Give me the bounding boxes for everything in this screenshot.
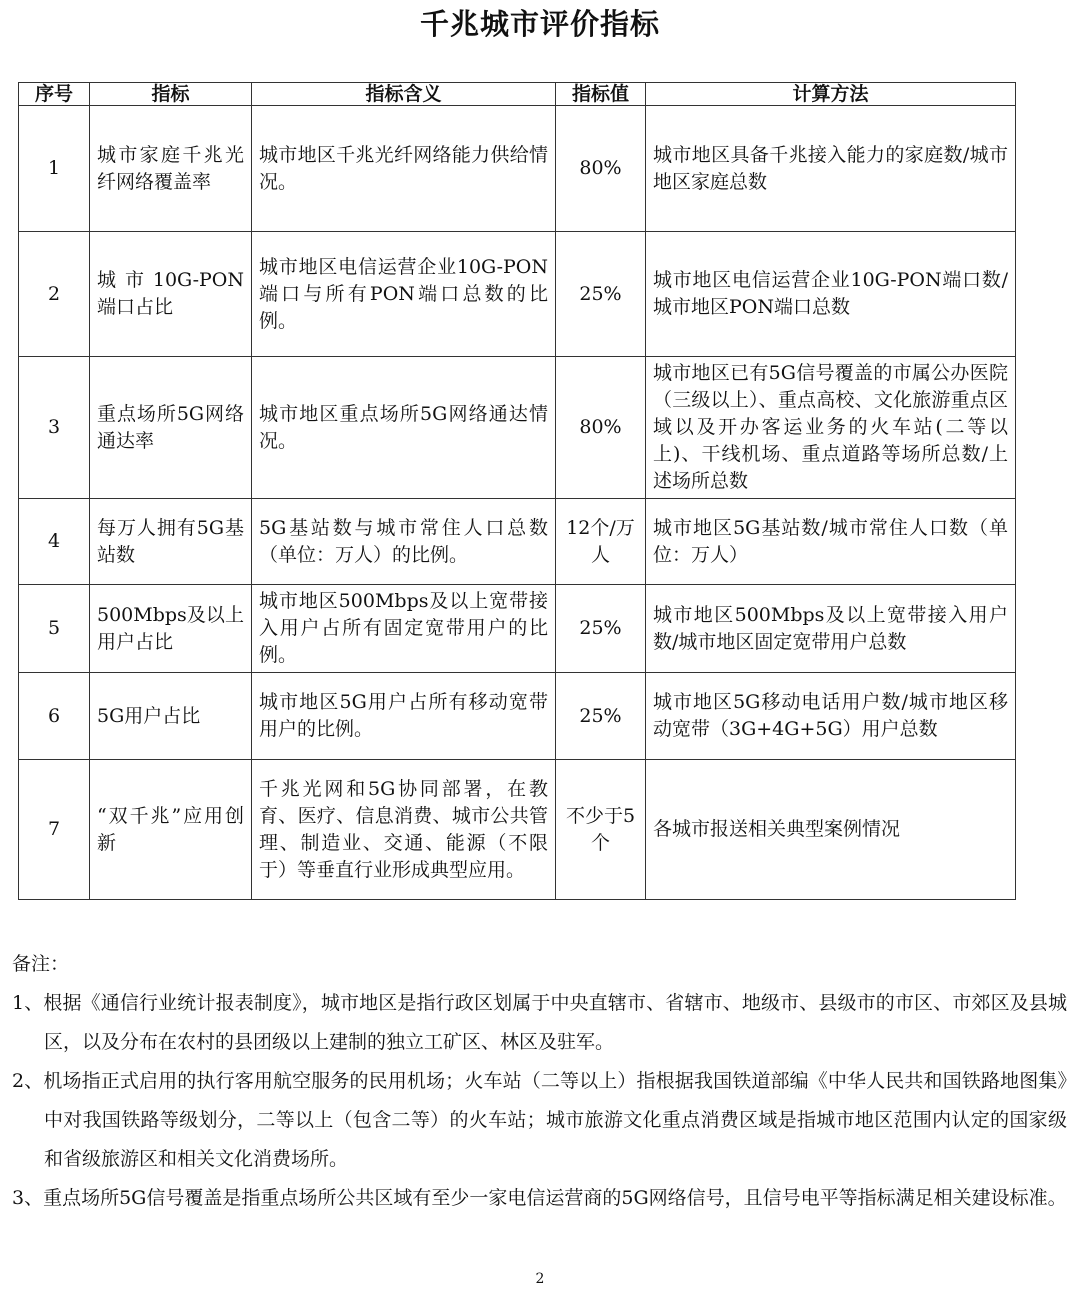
header-seq: 序号 bbox=[19, 83, 90, 106]
row-value: 25% bbox=[556, 585, 646, 673]
row-seq: 1 bbox=[19, 106, 90, 232]
notes-heading: 备注： bbox=[12, 953, 70, 975]
row-indicator: 城市家庭千兆光纤网络覆盖率 bbox=[90, 106, 252, 232]
row-seq: 2 bbox=[19, 232, 90, 357]
notes-section bbox=[12, 945, 1067, 1218]
row-value: 12个/万人 bbox=[556, 499, 646, 585]
note-item: 2、机场指正式启用的执行客用航空服务的民用机场；火车站（二等以上）指根据我国铁道部编《中华人民共和国铁路地图集》中对我国铁路等级划分，二等以上（包含二等）的火车站；城市旅游文化重点消费区域是指城市地区范围内认定的国家级和省级旅游区和相关文化消费场所。 bbox=[12, 1070, 1067, 1170]
row-meaning: 城市地区5G用户占所有移动宽带用户的比例。 bbox=[252, 673, 556, 760]
table-row bbox=[19, 232, 1016, 357]
table-row bbox=[19, 357, 1016, 499]
row-value: 80% bbox=[556, 106, 646, 232]
row-method: 城市地区500Mbps及以上宽带接入用户数/城市地区固定宽带用户总数 bbox=[646, 585, 1016, 673]
row-indicator: 重点场所5G网络通达率 bbox=[90, 357, 252, 499]
row-method: 各城市报送相关典型案例情况 bbox=[646, 760, 1016, 900]
row-indicator: 城市10G-PON端口占比 bbox=[90, 232, 252, 357]
row-seq: 3 bbox=[19, 357, 90, 499]
row-value: 25% bbox=[556, 232, 646, 357]
row-value: 80% bbox=[556, 357, 646, 499]
row-seq: 7 bbox=[19, 760, 90, 900]
row-meaning: 城市地区500Mbps及以上宽带接入用户占所有固定宽带用户的比例。 bbox=[252, 585, 556, 673]
row-value: 25% bbox=[556, 673, 646, 760]
table-row bbox=[19, 106, 1016, 232]
row-meaning: 城市地区电信运营企业10G-PON端口与所有PON端口总数的比例。 bbox=[252, 232, 556, 357]
page-number: 2 bbox=[535, 1271, 545, 1287]
table-row bbox=[19, 673, 1016, 760]
row-seq: 5 bbox=[19, 585, 90, 673]
table-header-row bbox=[19, 83, 1016, 106]
header-value: 指标值 bbox=[556, 83, 646, 106]
header-method: 计算方法 bbox=[646, 83, 1016, 106]
row-method: 城市地区电信运营企业10G-PON端口数/城市地区PON端口总数 bbox=[646, 232, 1016, 357]
row-meaning: 千兆光网和5G协同部署，在教育、医疗、信息消费、城市公共管理、制造业、交通、能源（不限于）等垂直行业形成典型应用。 bbox=[252, 760, 556, 900]
header-meaning: 指标含义 bbox=[252, 83, 556, 106]
row-indicator: 每万人拥有5G基站数 bbox=[90, 499, 252, 585]
row-method: 城市地区5G移动电话用户数/城市地区移动宽带（3G+4G+5G）用户总数 bbox=[646, 673, 1016, 760]
row-seq: 6 bbox=[19, 673, 90, 760]
row-indicator: “双千兆”应用创新 bbox=[90, 760, 252, 900]
table-row bbox=[19, 760, 1016, 900]
table-row bbox=[19, 585, 1016, 673]
table-row bbox=[19, 499, 1016, 585]
row-meaning: 5G基站数与城市常住人口总数（单位：万人）的比例。 bbox=[252, 499, 556, 585]
row-meaning: 城市地区重点场所5G网络通达情况。 bbox=[252, 357, 556, 499]
row-method: 城市地区具备千兆接入能力的家庭数/城市地区家庭总数 bbox=[646, 106, 1016, 232]
row-indicator: 500Mbps及以上用户占比 bbox=[90, 585, 252, 673]
row-value: 不少于5个 bbox=[556, 760, 646, 900]
note-item: 1、根据《通信行业统计报表制度》，城市地区是指行政区划属于中央直辖市、省辖市、地级市、县级市的市区、市郊区及县城区，以及分布在农村的县团级以上建制的独立工矿区、林区及驻军。 bbox=[12, 992, 1067, 1053]
header-indicator: 指标 bbox=[90, 83, 252, 106]
row-meaning: 城市地区千兆光纤网络能力供给情况。 bbox=[252, 106, 556, 232]
row-seq: 4 bbox=[19, 499, 90, 585]
row-method: 城市地区已有5G信号覆盖的市属公办医院（三级以上）、重点高校、文化旅游重点区域以及开办客运业务的火车站(二等以上)、干线机场、重点道路等场所总数/上述场所总数 bbox=[646, 357, 1016, 499]
row-indicator: 5G用户占比 bbox=[90, 673, 252, 760]
row-method: 城市地区5G基站数/城市常住人口数（单位：万人） bbox=[646, 499, 1016, 585]
evaluation-index-table bbox=[18, 82, 1016, 900]
note-item: 3、重点场所5G信号覆盖是指重点场所公共区域有至少一家电信运营商的5G网络信号，且信号电平等指标满足相关建设标准。 bbox=[12, 1187, 1067, 1209]
page-title: 千兆城市评价指标 bbox=[419, 7, 660, 41]
